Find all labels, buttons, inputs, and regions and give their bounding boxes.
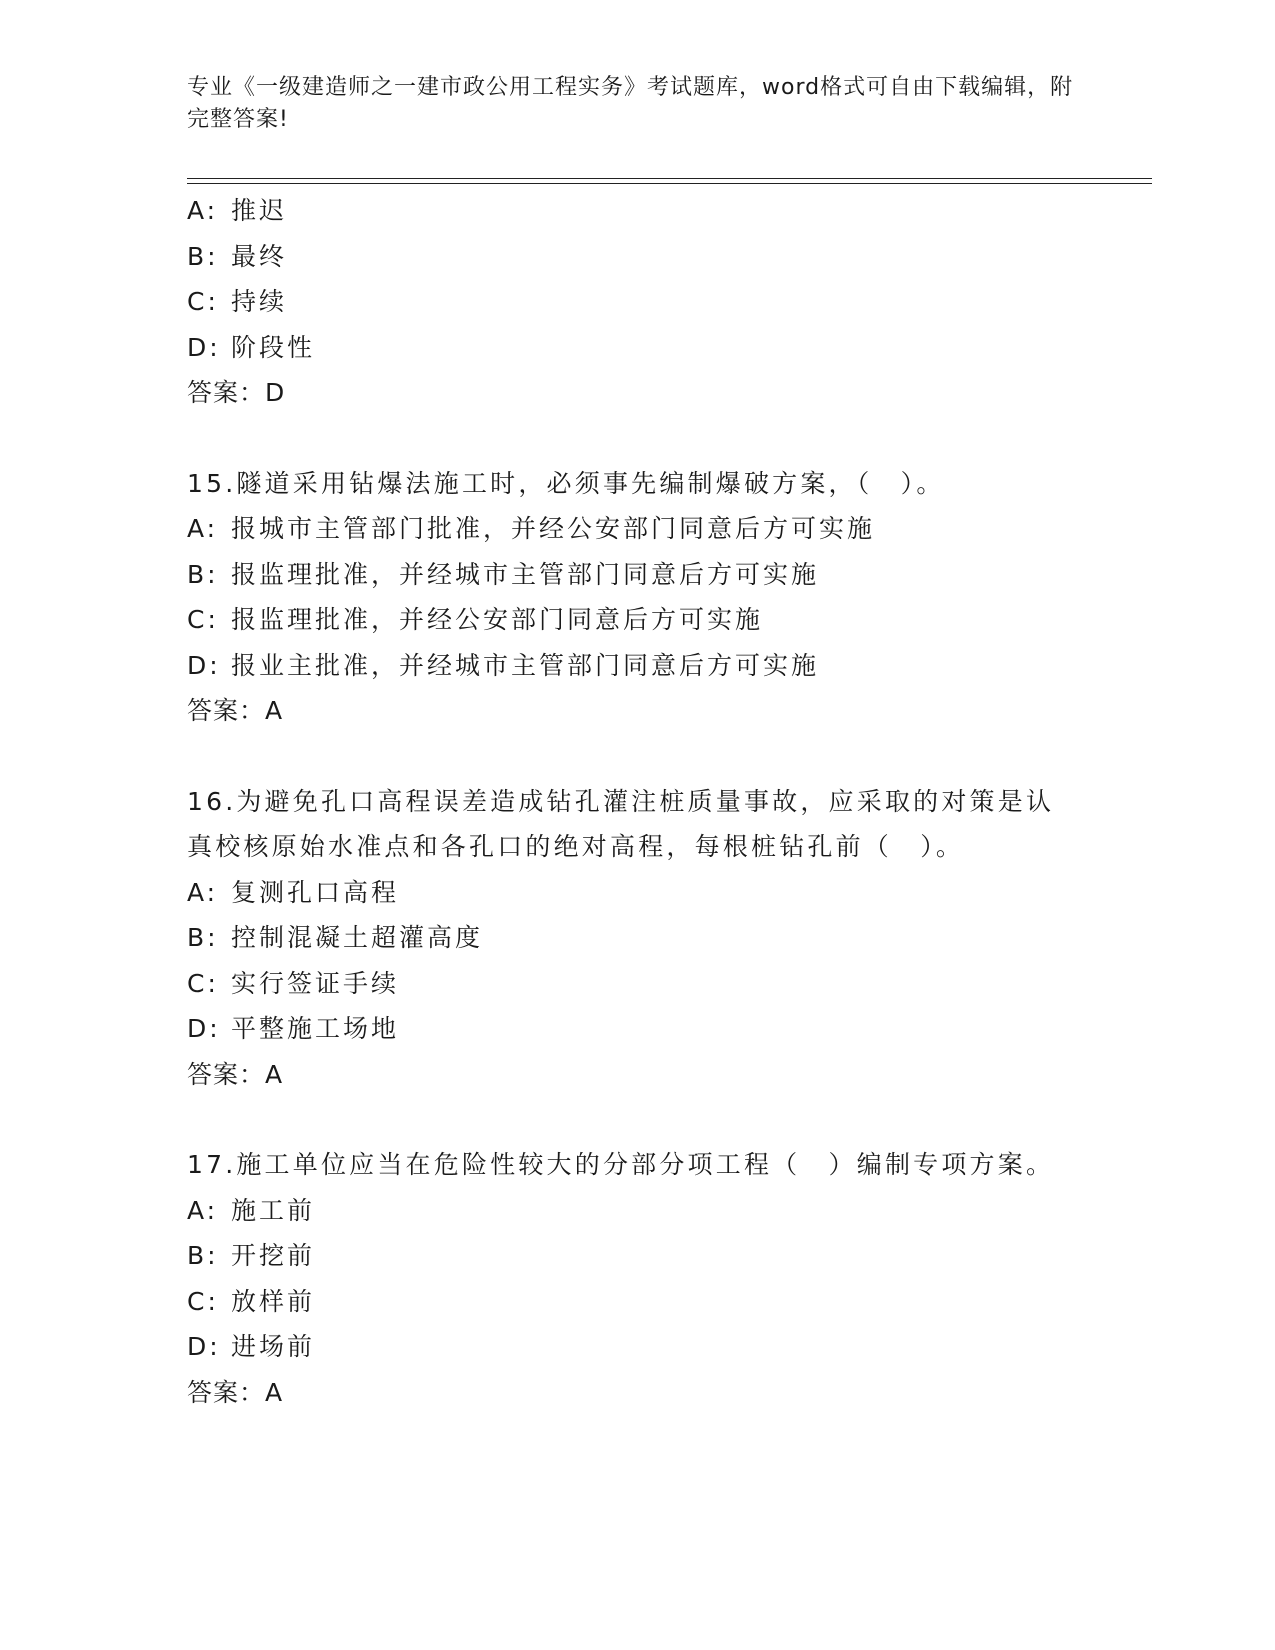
option-letter: C:	[187, 605, 219, 634]
option-text: 进场前	[231, 1332, 316, 1361]
option-a	[187, 1188, 1147, 1234]
option-text: 持续	[231, 287, 288, 316]
question-list	[187, 188, 1147, 1415]
option-c	[187, 961, 1147, 1007]
document-header: 专业《一级建造师之一建市政公用工程实务》考试题库，word格式可自由下载编辑，附完整答案!	[187, 75, 1074, 132]
question-stem: 15.隧道采用钻爆法施工时，必须事先编制爆破方案，（ ）。	[187, 468, 945, 498]
spacer	[187, 416, 1147, 461]
option-letter: B:	[187, 559, 219, 589]
spacer	[187, 1097, 1147, 1142]
option-text: 最终	[231, 241, 288, 271]
option-letter: D:	[187, 1014, 221, 1043]
option-text: 报城市主管部门批准，并经公安部门同意后方可实施	[231, 514, 876, 543]
option-b	[187, 234, 1147, 280]
option-letter: C:	[187, 968, 219, 998]
option-letter: B:	[187, 923, 219, 952]
option-b	[187, 915, 1147, 961]
answer-line: 答案：A	[187, 1377, 284, 1407]
option-letter: A:	[187, 514, 219, 543]
option-d	[187, 1324, 1147, 1370]
option-text: 报监理批准，并经城市主管部门同意后方可实施	[231, 559, 820, 589]
option-d	[187, 643, 1147, 689]
option-text: 开挖前	[231, 1241, 316, 1270]
option-text: 报业主批准，并经城市主管部门同意后方可实施	[231, 650, 820, 680]
option-text: 平整施工场地	[231, 1014, 400, 1043]
answer-line: 答案：A	[187, 1059, 284, 1089]
option-d	[187, 1006, 1147, 1052]
option-text: 推迟	[231, 196, 288, 225]
option-letter: D:	[187, 1332, 221, 1361]
option-text: 实行签证手续	[231, 968, 400, 998]
option-c	[187, 597, 1147, 643]
option-letter: A:	[187, 877, 219, 907]
option-letter: D:	[187, 650, 221, 680]
option-text: 施工前	[231, 1195, 316, 1225]
option-c	[187, 1279, 1147, 1325]
option-text: 放样前	[231, 1286, 316, 1316]
option-letter: A:	[187, 196, 219, 225]
option-letter: D:	[187, 332, 221, 362]
option-text: 阶段性	[231, 332, 316, 362]
question-stem-continued: 真校核原始水准点和各孔口的绝对高程，每根桩钻孔前（ ）。	[187, 832, 965, 861]
spacer	[187, 734, 1147, 779]
option-text: 控制混凝土超灌高度	[231, 923, 484, 952]
option-letter: B:	[187, 1241, 219, 1270]
answer-line: 答案：A	[187, 696, 284, 725]
option-letter: C:	[187, 1286, 219, 1316]
header-rule-top	[187, 178, 1152, 179]
option-a	[187, 870, 1147, 916]
option-d	[187, 325, 1147, 371]
option-c	[187, 279, 1147, 325]
question-stem: 16.为避免孔口高程误差造成钻孔灌注桩质量事故，应采取的对策是认	[187, 786, 1055, 816]
option-letter: B:	[187, 241, 219, 271]
question-17	[187, 1142, 1147, 1415]
question-14-continued	[187, 188, 1147, 416]
answer-line: 答案：D	[187, 378, 286, 407]
option-b	[187, 1233, 1147, 1279]
option-text: 报监理批准，并经公安部门同意后方可实施	[231, 605, 764, 634]
question-stem: 17.施工单位应当在危险性较大的分部分项工程（ ）编制专项方案。	[187, 1150, 1055, 1179]
option-text: 复测孔口高程	[231, 877, 400, 907]
option-b	[187, 552, 1147, 598]
header-rule-bottom	[187, 183, 1152, 184]
question-15	[187, 461, 1147, 734]
option-letter: C:	[187, 287, 219, 316]
question-16	[187, 779, 1147, 1098]
option-a	[187, 506, 1147, 552]
option-letter: A:	[187, 1195, 219, 1225]
option-a	[187, 188, 1147, 234]
